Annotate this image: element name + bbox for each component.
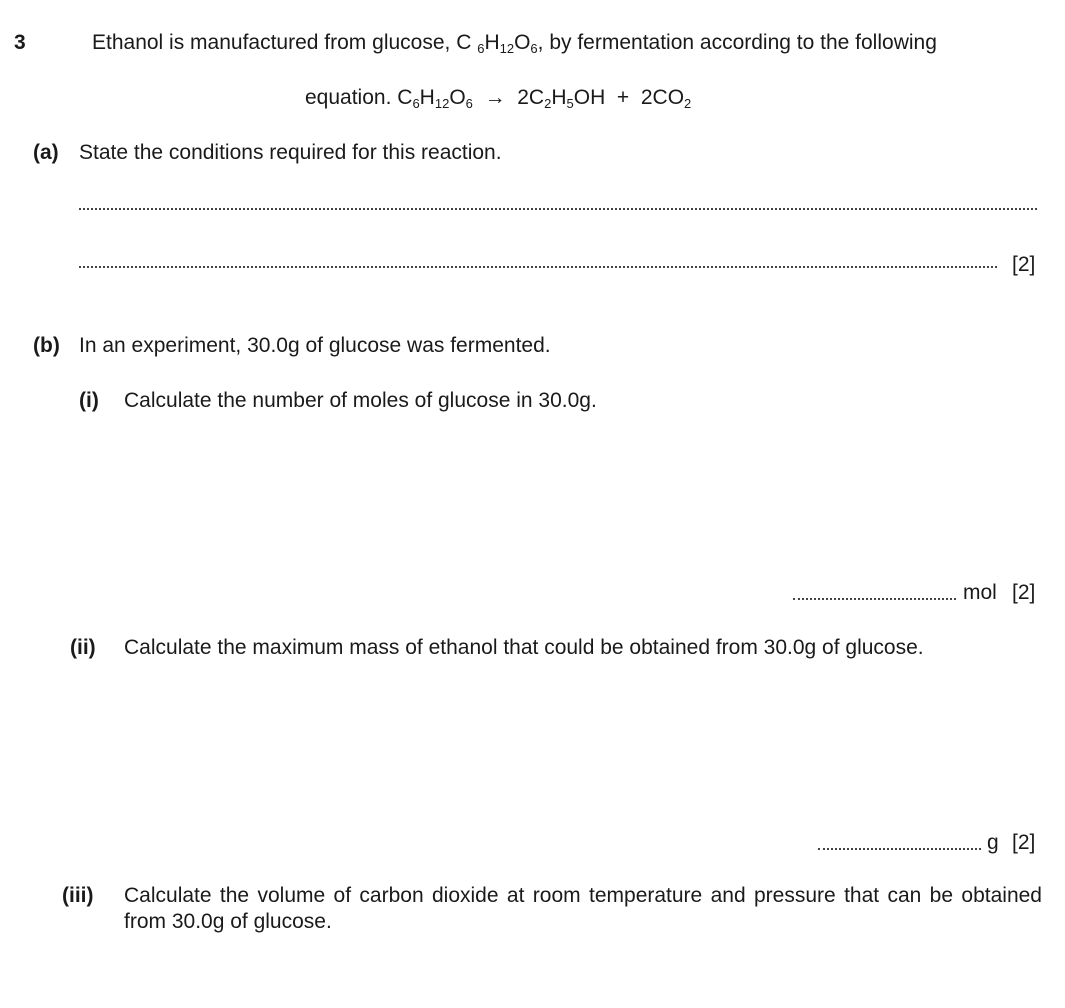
answer-line-b-ii[interactable] xyxy=(818,848,981,850)
product-co2: $2CO_2$ xyxy=(640,86,692,111)
part-a-label: (a) xyxy=(33,141,59,164)
question-number: 3 xyxy=(14,31,26,54)
reaction-equation xyxy=(305,85,691,111)
reactant-glucose: $C_6H_{12}O_6$ xyxy=(397,86,473,111)
part-b-i-unit: mol xyxy=(963,581,997,604)
part-b-i-text: Calculate the number of moles of glucose in 30.0g. xyxy=(124,389,597,412)
part-b-label: (b) xyxy=(33,334,60,357)
part-b-i-marks: [2] xyxy=(1012,581,1036,604)
part-b-ii-marks: [2] xyxy=(1012,831,1036,854)
part-a-text: State the conditions required for this reaction. xyxy=(79,141,502,164)
intro-o: O xyxy=(514,31,531,54)
reaction-arrow: → xyxy=(484,86,506,109)
product-ethanol: $2C_2H_5OH$ xyxy=(517,86,606,111)
part-b-iii-label: (iii) xyxy=(62,884,94,907)
part-b-i-label: (i) xyxy=(79,389,99,412)
part-a-marks: [2] xyxy=(1012,253,1036,276)
intro-sub-h: 12 xyxy=(499,41,515,56)
answer-line-a2[interactable] xyxy=(79,266,997,268)
part-b-ii-text: Calculate the maximum mass of ethanol that could be obtained from 30.0g of glucose. xyxy=(124,636,924,659)
intro-text-2: , by fermentation according to the following xyxy=(537,31,937,54)
intro-sub-c: 6 xyxy=(477,41,485,56)
equation-plus: + xyxy=(616,86,630,109)
answer-line-b-i[interactable] xyxy=(793,598,956,600)
intro-h: H xyxy=(484,31,500,54)
intro-text-1: Ethanol is manufactured from glucose, C xyxy=(92,31,472,54)
intro-sub-o: 6 xyxy=(530,41,538,56)
equation-prefix: equation. xyxy=(305,86,392,109)
part-b-ii-unit: g xyxy=(987,831,999,854)
part-b-text: In an experiment, 30.0g of glucose was fermented. xyxy=(79,334,551,357)
part-b-ii-label: (ii) xyxy=(70,636,96,659)
part-b-iii-text: Calculate the volume of carbon dioxide at room temperature and pressure that can be obtained from 30.0g of glucose. xyxy=(124,884,1042,933)
question-intro xyxy=(92,30,937,56)
answer-line-a1[interactable] xyxy=(79,208,1037,210)
